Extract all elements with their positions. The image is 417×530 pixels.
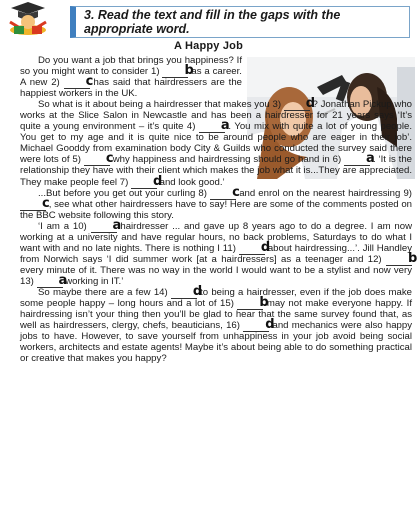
answer-7[interactable]: d [131,177,157,189]
paragraph-5: So maybe there are a few 14) d to being a hairdresser, even if the job does make some people happy – long hours and a lot of 15) b may not make everyone happy. If hairdressing isn’t your thing then you’ll be glad to hear that the same survey found that, as well as hairdressers, clergy, chefs, beauticians, 16) d and mechanics were also happy jobs to have. However, to save yourself from unhappiness in your job avoid being social workers, architects and estate agents! Maybe it’s about being able to do something practical or creative that makes you happy? [20,283,413,365]
classroom-logo-icon [6,0,50,36]
answer-12[interactable]: b [386,254,412,266]
answer-16[interactable]: d [243,320,269,332]
answer-1[interactable]: b [162,66,188,78]
answer-13[interactable]: a [37,276,63,288]
answer-15[interactable]: b [237,298,263,310]
answer-14[interactable]: d [171,287,197,299]
answer-2[interactable]: c [64,77,90,89]
page-title: A Happy Job [173,40,244,52]
header-bar [0,0,417,38]
article-body [20,55,417,365]
answer-8[interactable]: c [210,188,236,200]
paragraph-4: ‘I am a 10) a hairdresser ... and gave up 8 years ago to do a degree. I am now working at a university and have regular hours, no back problems, Saturdays to do what I want with and no late nights. There is nothing I 11) d about hairdressing...’. Jill Handley from Norwich says ‘I did summer work [at a hairdressers] as a teenager and 12) b every minute of it. There was no way in the world I would want to be a stylist and now very 13) a working in IT.’ [20,217,417,288]
instruction-text: 3. Read the text and fill in the gaps with the appropriate word. [84,8,341,36]
paragraph-1: Do you want a job that brings you happiness? If so you might want to consider 1) b as a career. A new 2) c has said that hairdressers are the happiest workers in the UK. [20,55,242,100]
instruction-box [70,6,410,38]
answer-5[interactable]: c [84,154,110,166]
answer-4[interactable]: a [199,121,225,133]
answer-10[interactable]: a [91,221,117,233]
answer-9[interactable]: c [20,199,46,211]
paragraph-2: So what is it about being a hairdresser that makes you 3) d ? Jonathan Pickup who works at the Slice Salon in Newcastle and has been a hairdresser for 21 years says ‘It’s quite a young environment – it’s quite 4) a . You mix with quite a lot of young people. You get to my age and it is quite nice to be around people who are eager in their job’. Michael Gooddy from examination body City & Guilds who conducted the survey said there were lots of 5) c why happiness and hairdressing should go hand in 6) a . ‘It is the relationship they have with their client which makes the job what it is...They are appreciated. They make people feel 7) d and look good.’ [20,96,412,189]
paragraph-3: ...But before you get out your curling 8) c and enrol on the nearest hairdressing 9) c , see what other hairdressers have to say! Here are some of the comments posted on the BBC website following this story. [20,184,412,221]
answer-11[interactable]: d [239,243,265,255]
answer-3[interactable]: d [284,99,310,111]
answer-6[interactable]: a [344,154,370,166]
